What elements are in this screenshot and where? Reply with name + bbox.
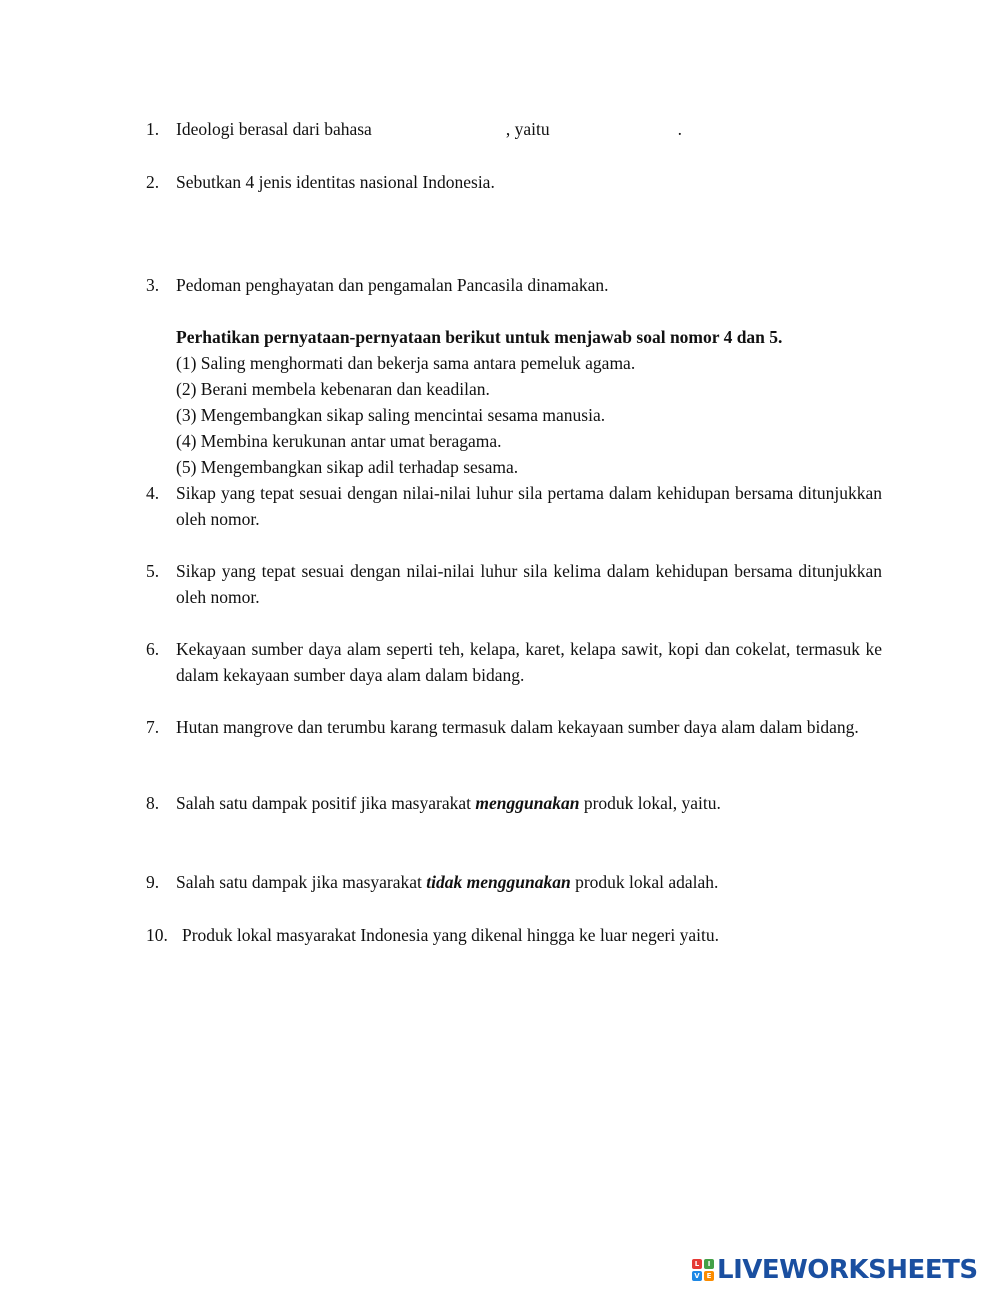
question-8-text-end: produk lokal, yaitu. xyxy=(579,793,721,813)
question-9 xyxy=(176,871,718,893)
logo-tile-e: E xyxy=(704,1271,714,1281)
statement-item-1: (1) Saling menghormati dan bekerja sama antara pemeluk agama. xyxy=(176,353,636,373)
liveworksheets-logo-text: LIVEWORKSHEETS xyxy=(717,1255,978,1285)
question-9-text-start: Salah satu dampak jika masyarakat xyxy=(176,872,427,892)
statement-item-4: (4) Membina kerukunan antar umat beragama. xyxy=(176,431,502,451)
liveworksheets-logo[interactable] xyxy=(692,1256,978,1284)
answer-blank-1b[interactable] xyxy=(550,122,678,140)
question-4-number: 4. xyxy=(146,483,160,503)
question-1-text-end: . xyxy=(677,119,682,139)
question-7-number: 7. xyxy=(146,717,160,737)
question-8 xyxy=(176,792,721,814)
question-7-text: Hutan mangrove dan terumbu karang termasuk dalam kekayaan sumber daya alam dalam bidang. xyxy=(176,717,859,737)
question-9-text-end: produk lokal adalah. xyxy=(570,872,719,892)
question-8-emphasis: menggunakan xyxy=(475,793,580,813)
liveworksheets-logo-icon xyxy=(692,1259,714,1281)
question-6-number: 6. xyxy=(146,639,160,659)
question-1-number: 1. xyxy=(146,119,160,139)
question-2-number: 2. xyxy=(146,172,160,192)
question-10-number: 10. xyxy=(146,925,168,945)
question-2-text: Sebutkan 4 jenis identitas nasional Indonesia. xyxy=(176,172,495,192)
question-3-number: 3. xyxy=(146,275,160,295)
logo-tile-i: I xyxy=(704,1259,714,1269)
question-3-text: Pedoman penghayatan dan pengamalan Pancasila dinamakan. xyxy=(176,275,609,295)
question-8-text-start: Salah satu dampak positif jika masyarakat xyxy=(176,793,476,813)
question-9-number: 9. xyxy=(146,872,160,892)
logo-tile-v: V xyxy=(692,1271,702,1281)
question-6-text: Kekayaan sumber daya alam seperti teh, kelapa, karet, kelapa sawit, kopi dan cokelat, termasuk ke dalam kekayaan sumber daya alam dalam bidang. xyxy=(176,639,882,685)
question-5-text: Sikap yang tepat sesuai dengan nilai-nilai luhur sila kelima dalam kehidupan bersama ditunjukkan oleh nomor. xyxy=(176,561,882,607)
answer-blank-1a[interactable] xyxy=(372,122,506,140)
question-1-text-mid: , yaitu xyxy=(505,119,550,139)
question-10-text: Produk lokal masyarakat Indonesia yang dikenal hingga ke luar negeri yaitu. xyxy=(182,925,719,945)
question-9-emphasis: tidak menggunakan xyxy=(426,872,571,892)
question-1-text-start: Ideologi berasal dari bahasa xyxy=(176,119,372,139)
logo-tile-l: L xyxy=(692,1259,702,1269)
question-1 xyxy=(176,118,682,140)
statement-item-5: (5) Mengembangkan sikap adil terhadap sesama. xyxy=(176,457,519,477)
statement-item-2: (2) Berani membela kebenaran dan keadilan. xyxy=(176,379,490,399)
statement-item-3: (3) Mengembangkan sikap saling mencintai sesama manusia. xyxy=(176,405,606,425)
statements-instruction: Perhatikan pernyataan-pernyataan berikut untuk menjawab soal nomor 4 dan 5. xyxy=(176,327,783,347)
question-4-text: Sikap yang tepat sesuai dengan nilai-nilai luhur sila pertama dalam kehidupan bersama ditunjukkan oleh nomor. xyxy=(176,483,882,529)
question-5-number: 5. xyxy=(146,561,160,581)
question-8-number: 8. xyxy=(146,793,160,813)
